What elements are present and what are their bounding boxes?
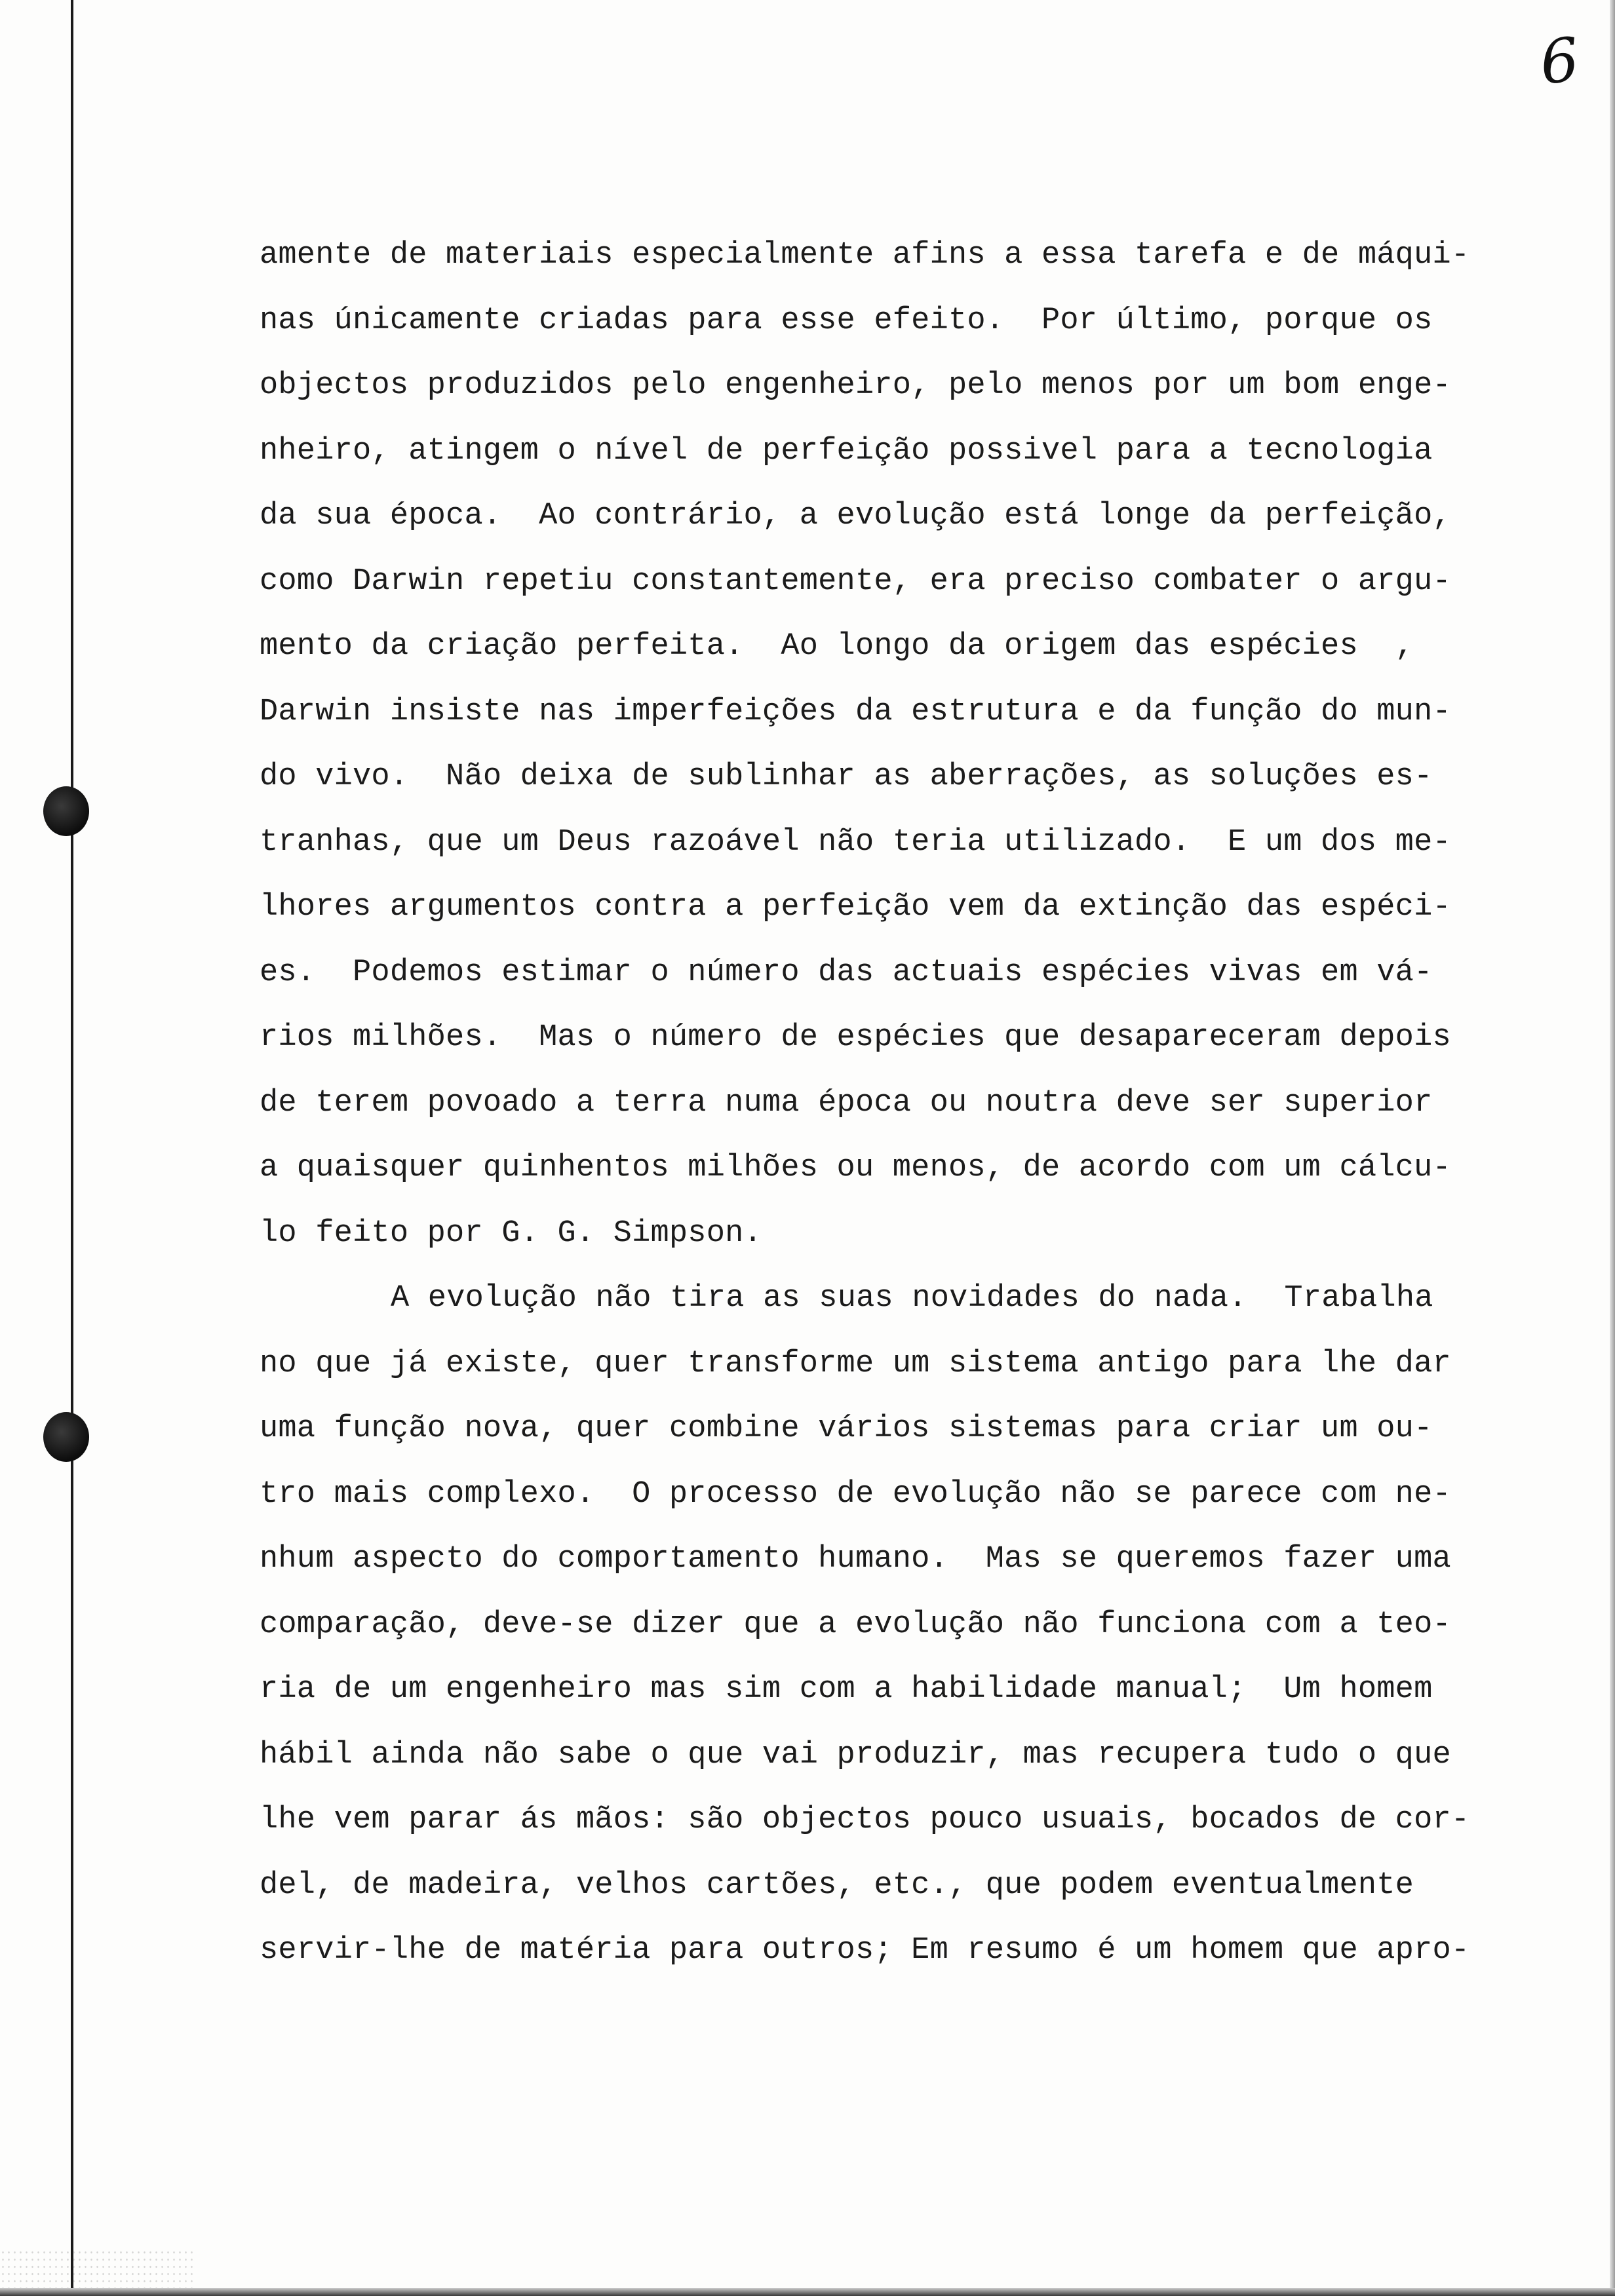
text-line: lhores argumentos contra a perfeição vem da extinção das espéci- <box>260 890 1451 925</box>
text-line: servir-lhe de matéria para outros; Em resumo é um homem que apro- <box>260 1933 1470 1968</box>
text-line: nhum aspecto do comportamento humano. Mas se queremos fazer uma <box>260 1542 1451 1577</box>
text-line: de terem povoado a terra numa época ou noutra deve ser superior <box>260 1085 1433 1120</box>
text-line: rios milhões. Mas o número de espécies que desapareceram depois <box>260 1020 1451 1055</box>
text-line: nas únicamente criadas para esse efeito. Por último, porque os <box>260 303 1433 338</box>
text-line: da sua época. Ao contrário, a evolução está longe da perfeição, <box>260 499 1451 533</box>
text-line: Darwin insiste nas imperfeições da estrutura e da função do mun- <box>260 694 1451 729</box>
scan-speckle <box>0 2249 197 2288</box>
punch-hole-icon <box>43 786 89 836</box>
text-line: no que já existe, quer transforme um sistema antigo para lhe dar <box>260 1346 1451 1381</box>
text-line: tro mais complexo. O processo de evolução não se parece com ne- <box>260 1476 1451 1512</box>
text-line: objectos produzidos pelo engenheiro, pelo menos por um bom enge- <box>260 368 1451 403</box>
text-line: lhe vem parar ás mãos: são objectos pouco usuais, bocados de cor- <box>260 1803 1470 1837</box>
binding-margin-line <box>71 0 73 2296</box>
page-right-edge <box>1610 0 1615 2296</box>
text-line: nheiro, atingem o nível de perfeição possivel para a tecnologia <box>260 433 1433 469</box>
paragraph-start-line: A evolução não tira as suas novidades do nada. Trabalha <box>391 1281 1433 1316</box>
text-line: tranhas, que um Deus razoável não teria utilizado. E um dos me- <box>260 824 1451 860</box>
punch-hole-icon <box>43 1412 89 1462</box>
text-line: del, de madeira, velhos cartões, etc., que podem eventualmente <box>260 1867 1414 1903</box>
text-line: comparação, deve-se dizer que a evolução não funciona com a teo- <box>260 1607 1451 1642</box>
text-line: do vivo. Não deixa de sublinhar as aberrações, as soluções es- <box>260 759 1433 794</box>
text-line: amente de materiais especialmente afins a essa tarefa e de máqui- <box>260 238 1470 273</box>
text-line: uma função nova, quer combine vários sistemas para criar um ou- <box>260 1411 1433 1446</box>
text-line: mento da criação perfeita. Ao longo da origem das espécies , <box>260 629 1414 664</box>
page-number: 6 <box>1536 24 1582 98</box>
text-line: es. Podemos estimar o número das actuais espécies vivas em vá- <box>260 955 1433 990</box>
text-line: ria de um engenheiro mas sim com a habilidade manual; Um homem <box>260 1672 1433 1707</box>
body-text <box>260 223 1538 1983</box>
page-bottom-edge <box>0 2288 1615 2296</box>
text-line: hábil ainda não sabe o que vai produzir, mas recupera tudo o que <box>260 1737 1451 1772</box>
text-line: como Darwin repetiu constantemente, era preciso combater o argu- <box>260 564 1451 599</box>
text-line: a quaisquer quinhentos milhões ou menos, de acordo com um cálcu- <box>260 1151 1451 1185</box>
text-line: lo feito por G. G. Simpson. <box>260 1215 762 1251</box>
